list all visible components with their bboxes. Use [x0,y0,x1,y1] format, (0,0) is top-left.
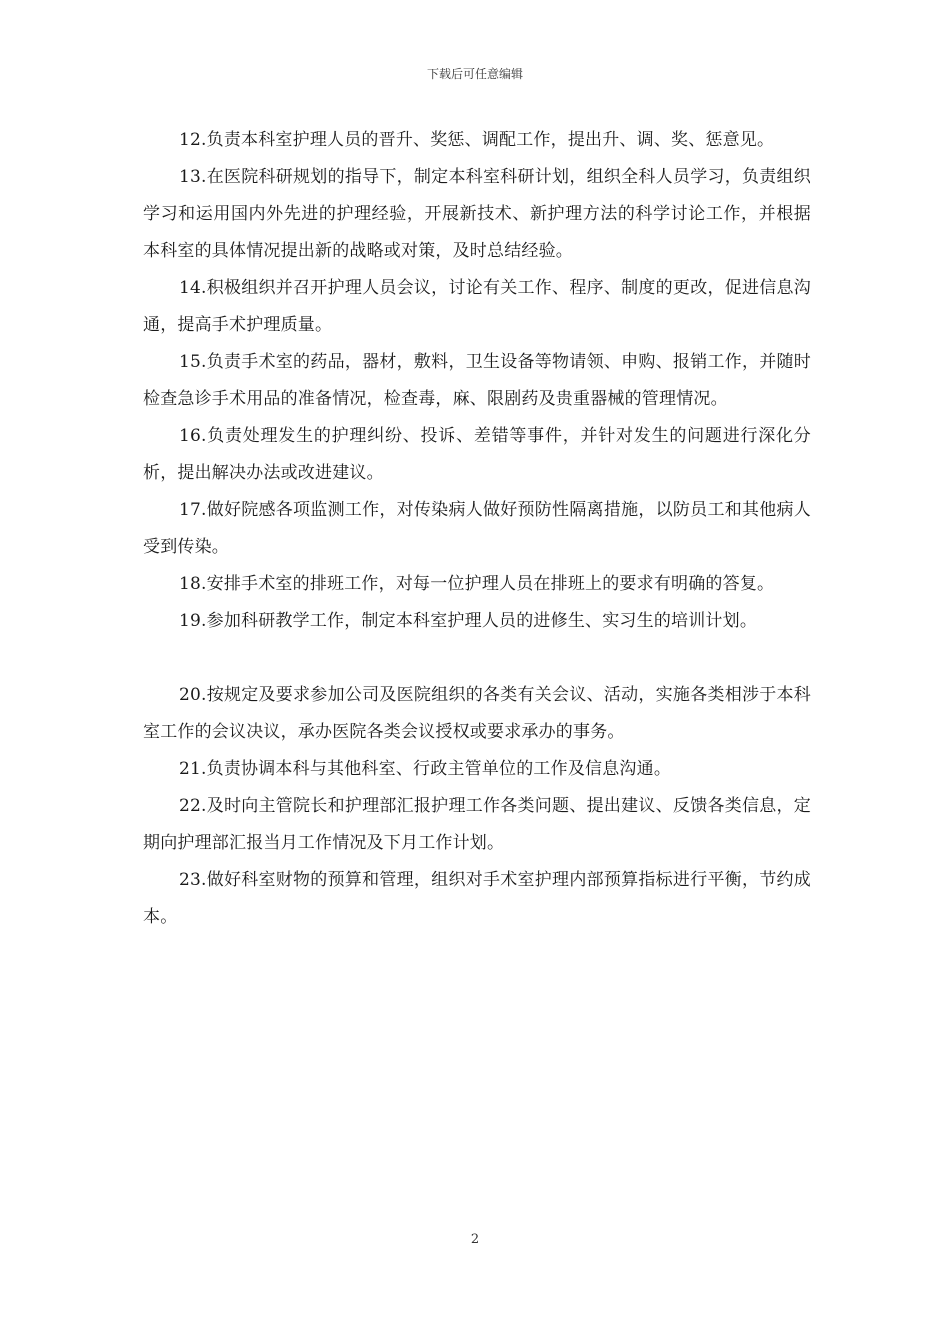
paragraph-13: 13.在医院科研规划的指导下，制定本科室科研计划，组织全科人员学习，负责组织学习和运用国内外先进的护理经验，开展新技术、新护理方法的科学讨论工作，并根据本科室的具体情况提出新的战略或对策，及时总结经验。 [143,167,811,261]
paragraph-18: 18.安排手术室的排班工作，对每一位护理人员在排班上的要求有明确的答复。 [179,574,775,594]
paragraph-15: 15.负责手术室的药品，器材，敷料，卫生设备等物请领、申购、报销工作，并随时检查急诊手术用品的准备情况，检查毒，麻、限剧药及贵重器械的管理情况。 [143,352,811,409]
page-header: 下载后可任意编辑 [426,67,523,81]
paragraph-14: 14.积极组织并召开护理人员会议，讨论有关工作、程序、制度的更改，促进信息沟通，提高手术护理质量。 [143,278,811,335]
paragraph-16: 16.负责处理发生的护理纠纷、投诉、差错等事件，并针对发生的问题进行深化分析，提出解决办法或改进建议。 [143,426,811,483]
paragraph-20: 20.按规定及要求参加公司及医院组织的各类有关会议、活动，实施各类相涉于本科室工作的会议决议，承办医院各类会议授权或要求承办的事务。 [143,685,811,742]
paragraph-19: 19.参加科研教学工作，制定本科室护理人员的进修生、实习生的培训计划。 [179,611,758,631]
paragraph-21: 21.负责协调本科与其他科室、行政主管单位的工作及信息沟通。 [179,759,672,779]
paragraph-22: 22.及时向主管院长和护理部汇报护理工作各类问题、提出建议、反馈各类信息，定期向护理部汇报当月工作情况及下月工作计划。 [143,796,811,853]
paragraph-23: 23.做好科室财物的预算和管理，组织对手术室护理内部预算指标进行平衡，节约成本。 [143,870,811,927]
document-body [143,122,811,936]
paragraph-17: 17.做好院感各项监测工作，对传染病人做好预防性隔离措施，以防员工和其他病人受到传染。 [143,500,811,557]
page-number: 2 [470,1232,480,1247]
paragraph-12: 12.负责本科室护理人员的晋升、奖惩、调配工作，提出升、调、奖、惩意见。 [179,130,775,150]
